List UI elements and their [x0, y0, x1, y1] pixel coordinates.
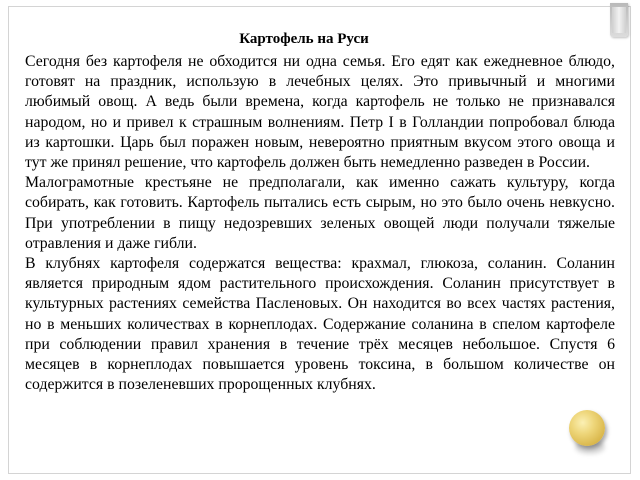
paragraph: Малограмотные крестьяне не предполагали, как именно сажать культуру, когда собирать, как готовить. Картофель пытались есть сырым, но это было очень невкусно. При употреблении в пищу недозревших зеленых овощей люди получали тяжелые отравления и даже гибли. — [25, 174, 615, 252]
slide-title: Картофель на Руси — [239, 31, 369, 47]
paragraph: Сегодня без картофеля не обходится ни одна семья. Его едят как ежедневное блюдо, готовят на праздник, использую в лечебных целях. Это привычный и многими любимый овощ. А ведь были времена, когда картофель не только не признавался народом, но и привел к страшным волнениям. Петр I в Голландии попробовал блюда из картошки. Царь был поражен новым, невероятно приятным вкусом этого овоща и тут же принял решение, что картофель должен быть немедленно разведен в России. — [25, 53, 615, 172]
slide-body — [25, 52, 615, 395]
paragraph: В клубнях картофеля содержатся вещества: крахмал, глюкоза, соланин. Соланин является природным ядом растительного происхождения. Соланин присутствует в культурных растениях семейства Пасленовых. Он находится во всех частях растения, но в меньших количествах в корнеплодах. Содержание соланина в спелом картофеле при соблюдении правил хранения в течение трёх месяцев небольшое. Спустя 6 месяцев в корнеплодах повышается уровень токсина, в большом количестве он содержится в позеленевших пророщенных клубнях. — [25, 255, 615, 394]
pushpin-icon — [569, 410, 605, 446]
tape-decoration — [610, 3, 628, 37]
